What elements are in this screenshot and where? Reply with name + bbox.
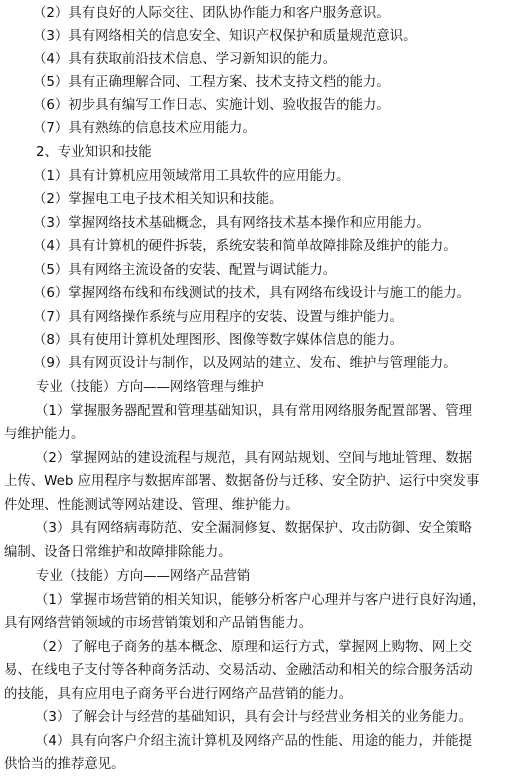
paragraph-line: 件处理、性能测试等网站建设、管理、维护能力。 bbox=[4, 498, 299, 513]
list-item: （7）具有熟练的信息技术应用能力。 bbox=[33, 121, 256, 136]
paragraph-line: 与维护能力。 bbox=[4, 427, 85, 442]
list-item: （7）具有网络操作系统与应用程序的安装、设置与维护能力。 bbox=[33, 310, 404, 325]
paragraph-line: （2）了解电子商务的基本概念、原理和运行方式，掌握网上购物、网上交 bbox=[35, 640, 473, 655]
paragraph-line: 编制、设备日常维护和故障排除能力。 bbox=[4, 545, 232, 560]
list-item: （3）掌握网络技术基础概念，具有网络技术基本操作和应用能力。 bbox=[33, 216, 430, 231]
list-item: （3）具有网络相关的信息安全、知识产权保护和质量规范意识。 bbox=[33, 29, 417, 44]
direction-heading: 专业（技能）方向——网络产品营销 bbox=[36, 569, 251, 584]
paragraph-line: （2）掌握网站的建设流程与规范，具有网站规划、空间与地址管理、数据 bbox=[35, 451, 473, 466]
list-item: （4）具有获取前沿技术信息、学习新知识的能力。 bbox=[33, 52, 337, 67]
list-item: （2）掌握电工电子技术相关知识和技能。 bbox=[33, 192, 283, 207]
paragraph-line: （3）了解会计与经营的基础知识，具有会计与经营业务相关的业务能力。 bbox=[35, 710, 473, 725]
list-item: （6）初步具有编写工作日志、实施计划、验收报告的能力。 bbox=[33, 98, 390, 113]
list-item: （5）具有网络主流设备的安装、配置与调试能力。 bbox=[33, 263, 337, 278]
section-heading: 2、专业知识和技能 bbox=[36, 145, 152, 160]
paragraph-line: （1）掌握市场营销的相关知识，能够分析客户心理并与客户进行良好沟通， bbox=[35, 593, 486, 608]
list-item: （1）具有计算机应用领域常用工具软件的应用能力。 bbox=[33, 169, 350, 184]
paragraph-line: （3）具有网络病毒防范、安全漏洞修复、数据保护、攻击防御、安全策略 bbox=[35, 521, 473, 536]
paragraph-line: 易、在线电子支付等各种商务活动、交易活动、金融活动和相关的综合服务活动 bbox=[4, 663, 473, 678]
direction-heading: 专业（技能）方向——网络管理与维护 bbox=[36, 380, 264, 395]
paragraph-line: 具有网络营销领域的市场营销策划和产品销售能力。 bbox=[4, 616, 312, 631]
list-item: （4）具有计算机的硬件拆装，系统安装和简单故障排除及维护的能力。 bbox=[33, 239, 457, 254]
paragraph-line: 的技能，具有应用电子商务平台进行网络产品营销的能力。 bbox=[4, 687, 353, 702]
list-item: （6）掌握网络布线和布线测试的技术，具有网络布线设计与施工的能力。 bbox=[33, 286, 471, 301]
paragraph-line: 供恰当的推荐意见。 bbox=[4, 757, 125, 772]
paragraph-line: （1）掌握服务器配置和管理基础知识，具有常用网络服务配置部署、管理 bbox=[35, 404, 473, 419]
list-item: （8）具有使用计算机处理图形、图像等数字媒体信息的能力。 bbox=[33, 333, 404, 348]
paragraph-line: 上传、Web 应用程序与数据库部署、数据备份与迁移、安全防护、运行中突发事 bbox=[4, 474, 480, 489]
list-item: （2）具有良好的人际交往、团队协作能力和客户服务意识。 bbox=[33, 6, 390, 21]
list-item: （5）具有正确理解合同、工程方案、技术支持文档的能力。 bbox=[33, 75, 390, 90]
list-item: （9）具有网页设计与制作，以及网站的建立、发布、维护与管理能力。 bbox=[33, 356, 457, 371]
paragraph-line: （4）具有向客户介绍主流计算机及网络产品的性能、用途的能力，并能提 bbox=[35, 734, 473, 749]
